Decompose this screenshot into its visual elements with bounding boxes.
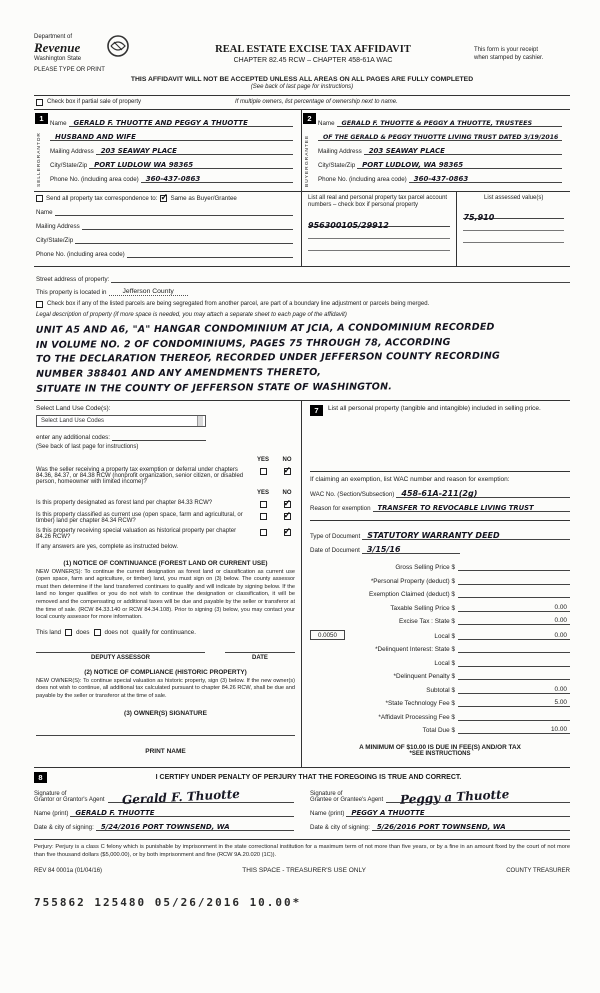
grantee-signature-row: Signature of Grantee or Grantee's Agent Peggy a Thuotte — [310, 787, 570, 803]
see-instructions-note: *SEE INSTRUCTIONS — [409, 751, 471, 758]
corr-city-row: City/State/Zip — [36, 235, 293, 244]
taxable-selling-price-field[interactable]: 0.00 — [458, 603, 570, 612]
section-1-number: 1 — [35, 113, 48, 124]
personal-property-header — [310, 405, 570, 416]
buyer-address-row: Mailing Address 203 SEAWAY PLACE — [318, 146, 562, 155]
send-correspondence-checkbox[interactable] — [36, 195, 43, 202]
receipt-note: This form is your receipt when stamped by cashier. — [474, 47, 544, 62]
seller-name-field[interactable]: GERALD F. THUOTTE AND PEGGY A THUOTTE — [69, 118, 293, 127]
buyer-city-row: City/State/Zip PORT LUDLOW, WA 98365 — [318, 160, 562, 169]
revenue-seal-icon — [106, 34, 130, 58]
buyer-city-field[interactable]: PORT LUDLOW, WA 98365 — [357, 160, 562, 169]
document-date-field[interactable]: 3/15/16 — [362, 545, 460, 554]
fee-row-technology-fee: *State Technology Fee $ 5.00 — [310, 698, 570, 707]
not-accepted-warning: THIS AFFIDAVIT WILL NOT BE ACCEPTED UNLESS ALL AREAS ON ALL PAGES ARE FULLY COMPLETED — [130, 75, 474, 83]
fee-row-total-due: Total Due $ 10.00 — [310, 725, 570, 734]
exemption-reason-field[interactable]: TRANSFER TO REVOCABLE LIVING TRUST — [373, 503, 570, 512]
q1-yes-checkbox[interactable] — [260, 468, 267, 475]
seller-name-row-2 — [50, 132, 293, 141]
grantee-date-city-field[interactable]: 5/26/2016 PORT TOWNSEND, WA — [372, 822, 570, 831]
street-address-row: Street address of property: — [36, 274, 570, 283]
seller-grantor-block — [34, 110, 302, 191]
document-date-row: Date of Document 3/15/16 — [310, 545, 460, 554]
deputy-assessor-row — [36, 652, 295, 661]
grantor-print-name-field[interactable]: GERALD F. THUOTTE — [70, 808, 294, 817]
multiple-owners-note: If multiple owners, list percentage of ownership next to name. — [235, 99, 398, 106]
delinquent-interest-state-field[interactable] — [458, 644, 570, 653]
fee-row-affidavit-fee: *Affidavit Processing Fee $ — [310, 712, 570, 721]
local-rate-box: 0.0050 — [310, 630, 345, 640]
does-checkbox[interactable] — [65, 629, 72, 636]
segregated-row — [36, 301, 570, 309]
deputy-assessor-label: DEPUTY ASSESSOR — [36, 652, 205, 661]
parcel-numbers-block — [302, 192, 457, 266]
segregated-label: Check box if any of the listed parcels are being segregated from another parcel, are part of a boundary line adjustment or parcels being merged. — [47, 300, 430, 307]
grantee-signature-block — [310, 787, 570, 831]
segregated-checkbox[interactable] — [36, 301, 43, 308]
minimum-due-note: A MINIMUM OF $10.00 IS DUE IN FEE(S) AND/OR TAX — [359, 744, 521, 752]
q2-no-checkbox[interactable] — [284, 501, 291, 508]
buyer-name-field-2[interactable]: OF THE GERALD & PEGGY THUOTTE LIVING TRUST DATED 3/19/2016 — [318, 132, 562, 141]
seller-phone-field[interactable]: 360-437-0863 — [141, 174, 293, 183]
buyer-side-label: BUYER GRANTEE — [305, 134, 310, 187]
buyer-phone-field[interactable]: 360-437-0863 — [409, 174, 562, 183]
logo-dept-text: Department of — [34, 34, 73, 40]
fee-row-exemption-claimed: Exemption Claimed (deduct) $ — [310, 589, 570, 598]
grantor-print-name-row: Name (print) GERALD F. THUOTTE — [34, 808, 294, 817]
select-land-use-label: Select Land Use Code(s): — [36, 404, 111, 412]
partial-sale-strip — [34, 96, 570, 110]
parcel-blank-line[interactable] — [308, 239, 450, 251]
certification-header — [34, 772, 570, 783]
grantor-signature-block — [34, 787, 294, 831]
property-location-section — [34, 267, 570, 396]
land-use-column — [34, 401, 302, 767]
fee-row-excise-local: 0.0050 Local $ 0.00 — [310, 630, 570, 640]
assessed-value-block — [457, 192, 570, 266]
certification-statement: I CERTIFY UNDER PENALTY OF PERJURY THAT THE FOREGOING IS TRUE AND CORRECT. — [155, 774, 462, 782]
fee-row-delinquent-penalty: *Delinquent Penalty $ — [310, 671, 570, 680]
grantee-date-city-row: Date & city of signing: 5/26/2016 PORT TOWNSEND, WA — [310, 822, 570, 831]
buyer-address-field[interactable]: 203 SEAWAY PLACE — [364, 146, 562, 155]
fee-row-personal-property: *Personal Property (deduct) $ — [310, 576, 570, 585]
section-8-number: 8 — [34, 772, 47, 783]
rev-form-number: REV 84 0001a (01/04/16) — [34, 867, 103, 874]
located-in-row: This property is located in Jefferson County — [36, 288, 570, 296]
buyer-name-row-2 — [318, 132, 562, 141]
select-scrollbar[interactable] — [197, 416, 203, 426]
section-7-number: 7 — [310, 405, 323, 416]
land-use-select[interactable]: Select Land Use Codes — [36, 415, 206, 427]
q4-no-checkbox[interactable] — [284, 529, 291, 536]
print-name-label: PRINT NAME — [145, 747, 186, 755]
please-type-or-print: PLEASE TYPE OR PRINT — [34, 67, 105, 73]
seller-name-field-2[interactable]: HUSBAND AND WIFE — [50, 132, 293, 141]
q3-yes-checkbox[interactable] — [260, 513, 267, 520]
seller-name-row: Name GERALD F. THUOTTE AND PEGGY A THUOTTE — [50, 118, 293, 127]
located-county-value[interactable]: Jefferson County — [109, 288, 188, 296]
grantee-print-name-field[interactable]: PEGGY A THUOTTE — [346, 808, 570, 817]
see-back-note: (See back of last page for instructions) — [250, 83, 354, 90]
logo-state-text: Washington State — [34, 56, 82, 62]
seller-side-label: SELLER GRANTOR — [37, 131, 42, 187]
grantor-signature-row: Signature of Grantor or Grantor's Agent Gerald F. Thuotte — [34, 787, 294, 803]
yes-no-header-2: YES NO — [256, 490, 292, 497]
personal-property-space[interactable] — [310, 420, 570, 472]
corr-phone-row: Phone No. (including area code) — [36, 249, 293, 258]
if-yes-note: If any answers are yes, complete as instructed below. — [36, 544, 179, 551]
corr-name-field[interactable] — [55, 207, 293, 216]
delinquent-interest-local-field[interactable] — [458, 658, 570, 667]
corr-address-field[interactable] — [82, 221, 293, 230]
perjury-notice: Perjury: Perjury is a class C felony which is punishable by imprisonment in the state correctional institution for a maximum term of not more than five years, or by a fine in an amount fixed by the court of not more than five thousand dollars ($5,000.00), or by both imprisonment and fine (RCW 9A.20.020 (1C)). — [34, 844, 570, 858]
excise-tax-state-field[interactable]: 0.00 — [458, 616, 570, 625]
parcel-number-field[interactable]: 956300105/29912 — [308, 215, 450, 227]
exemption-claimed-field[interactable] — [458, 589, 570, 598]
buyer-grantee-block — [302, 110, 570, 191]
buyer-phone-row: Phone No. (including area code) 360-437-0863 — [318, 174, 562, 183]
seller-phone-row: Phone No. (including area code) 360-437-0863 — [50, 174, 293, 183]
assessed-value-header: List assessed value(s) — [484, 194, 544, 201]
notice-compliance-title: (2) NOTICE OF COMPLIANCE (HISTORIC PROPERTY) — [84, 668, 247, 676]
fee-table — [310, 562, 570, 734]
buyer-name-field[interactable]: GERALD F. THUOTTE & PEGGY A THUOTTE, TRUSTEES — [337, 118, 562, 127]
document-type-row: Type of Document STATUTORY WARRANTY DEED — [310, 531, 570, 540]
grantee-print-name-row: Name (print) PEGGY A THUOTTE — [310, 808, 570, 817]
question-exemption-deferral: Was the seller receiving a property tax exemption or deferral under chapters 84.36, 84.37, or 84.38 RCW (nonprofit organization, senior citizen, or disabled person, homeowner with limited income)? ✓ — [36, 467, 295, 485]
seller-city-row: City/State/Zip PORT LUDLOW WA 98365 — [50, 160, 293, 169]
question-historic-property: Is this property receiving special valuation as historical property per chapter 84.26 RCW? ✓ — [36, 528, 295, 540]
tax-column — [302, 401, 570, 767]
notice-compliance-body: NEW OWNER(S): To continue special valuation as historic property, sign (3) below. If the new owner(s) does not wish to continue, all additional tax calculated pursuant to chapter 84.26 RCW, shall be due and payable by the seller or transferor at the time of sale. — [36, 677, 295, 699]
fee-row-taxable: Taxable Selling Price $ 0.00 — [310, 603, 570, 612]
q1-no-checkbox[interactable] — [284, 468, 291, 475]
title-block — [152, 34, 474, 64]
form-title: REAL ESTATE EXCISE TAX AFFIDAVIT — [215, 44, 411, 55]
q2-yes-checkbox[interactable] — [260, 501, 267, 508]
assessed-value-field[interactable]: 75,910 — [463, 207, 564, 219]
fee-row-subtotal: Subtotal $ 0.00 — [310, 685, 570, 694]
revenue-logo — [34, 34, 152, 62]
question-current-use: Is this property classified as current use (open space, farm and agricultural, or timber) land per chapter 84.34 RCW? ✓ — [36, 512, 295, 524]
continuance-qualify-row: This land does does not qualify for continuance. — [36, 628, 196, 636]
corr-name-row: Name — [36, 207, 293, 216]
seller-address-field[interactable]: 203 SEAWAY PLACE — [96, 146, 293, 155]
fee-row-delinquent-interest-local: Local $ — [310, 658, 570, 667]
personal-property-label: List all personal property (tangible and intangible) included in selling price. — [328, 404, 541, 412]
additional-codes-field[interactable] — [112, 432, 206, 441]
document-type-field[interactable]: STATUTORY WARRANTY DEED — [362, 531, 570, 540]
wac-number-field[interactable]: 458-61A-211(2g) — [396, 489, 570, 498]
delinquent-penalty-field[interactable] — [458, 671, 570, 680]
land-use-see-back: (See back of last page for instructions) — [36, 444, 139, 451]
owners-signature-line[interactable] — [36, 735, 295, 736]
affidavit-processing-fee-field[interactable] — [458, 712, 570, 721]
seller-address-row: Mailing Address 203 SEAWAY PLACE — [50, 146, 293, 155]
grantor-signature-field[interactable]: Gerald F. Thuotte — [108, 787, 294, 803]
corr-city-field[interactable] — [75, 235, 293, 244]
personal-property-deduct-field[interactable] — [458, 576, 570, 585]
parcel-numbers-header: List all real and personal property tax parcel account numbers – check box if personal property — [308, 194, 448, 209]
corr-address-row: Mailing Address — [36, 221, 293, 230]
main-columns — [34, 400, 570, 768]
total-due-field[interactable]: 10.00 — [458, 725, 570, 734]
logo-revenue-text: Revenue — [34, 40, 81, 55]
does-not-checkbox[interactable] — [94, 629, 101, 636]
form-chapter: CHAPTER 82.45 RCW – CHAPTER 458-61A WAC — [233, 57, 393, 64]
cashier-stamp: 755862 125480 05/26/2016 10.00* — [34, 896, 302, 910]
partial-sale-label: Check box if partial sale of property — [47, 99, 142, 106]
seller-city-field[interactable]: PORT LUDLOW WA 98365 — [89, 160, 293, 169]
question-forest-land: Is this property designated as forest land per chapter 84.33 RCW? ✓ — [36, 500, 295, 508]
subtotal-field[interactable]: 0.00 — [458, 685, 570, 694]
section-2-number: 2 — [303, 113, 316, 124]
form-footer — [34, 867, 570, 874]
same-as-buyer-checkbox[interactable] — [160, 195, 167, 202]
correspondence-section — [34, 192, 570, 267]
fee-row-gross: Gross Selling Price $ — [310, 562, 570, 571]
wac-row: WAC No. (Section/Subsection) 458-61A-211(2g) — [310, 489, 570, 498]
grantee-signature-field[interactable]: Peggy a Thuotte — [386, 787, 570, 803]
county-treasurer-label: COUNTY TREASURER — [506, 867, 570, 874]
street-address-field[interactable] — [111, 274, 570, 283]
form-header — [34, 34, 570, 64]
buyer-name-row: Name GERALD F. THUOTTE & PEGGY A THUOTTE, TRUSTEES — [318, 118, 562, 127]
legal-description-label: Legal description of property (if more space is needed, you may attach a separate sheet to each page of the affidavit) — [36, 312, 347, 319]
fee-row-excise-state: Excise Tax : State $ 0.00 — [310, 616, 570, 625]
assessor-date-label: DATE — [225, 652, 295, 661]
owners-signature-label: (3) OWNER(S) SIGNATURE — [124, 710, 207, 718]
yes-no-header-1: YES NO — [256, 457, 292, 464]
fee-row-delinquent-interest-state: *Delinquent Interest: State $ — [310, 644, 570, 653]
q3-no-checkbox[interactable] — [284, 513, 291, 520]
legal-description-handwriting: UNIT A5 AND A6, "A" HANGAR CONDOMINIUM AT JCIA, A CONDOMINIUM RECORDED IN VOLUME NO. 2 OF CONDOMINIUMS, PAGES 75 THROUGH 78, ACCORDING TO THE DECLARATION THEREOF, RECORDED UNDER JEFFERSON COUNTY RECORDING NUMBER 388401 AND ANY AMENDMENTS THERETO, SITUATE IN THE COUNTY OF JEFFERSON STATE OF WASHINGTON. — [35, 321, 501, 395]
gross-selling-price-field[interactable] — [458, 562, 570, 571]
reason-row: Reason for exemption TRANSFER TO REVOCABLE LIVING TRUST — [310, 503, 570, 512]
grantor-date-city-row: Date & city of signing: 5/24/2016 PORT TOWNSEND, WA — [34, 822, 294, 831]
state-technology-fee-field[interactable]: 5.00 — [458, 698, 570, 707]
exemption-block — [310, 472, 570, 521]
excise-tax-local-field[interactable]: 0.00 — [458, 631, 570, 640]
partial-sale-checkbox[interactable] — [36, 99, 43, 106]
corr-phone-field[interactable] — [127, 249, 293, 258]
notice-continuance-title: (1) NOTICE OF CONTINUANCE (FOREST LAND OR CURRENT USE) — [63, 559, 268, 567]
assessed-blank-line[interactable] — [463, 231, 564, 243]
correspondence-block — [34, 192, 302, 266]
q4-yes-checkbox[interactable] — [260, 529, 267, 536]
treasurer-space-label: THIS SPACE - TREASURER'S USE ONLY — [242, 867, 366, 875]
additional-codes-row: enter any additional codes: — [36, 432, 206, 441]
notice-continuance-body: NEW OWNER(S): To continue the current designation as forest land or classification as current use (open space, farm and agriculture, or timber) land, you must sign on (3) below. The county assessor must then determine if the land transferred continues to qualify and will indicate by signing below. If the land no longer qualifies or you do not wish to continue the designation or classification, it will be removed and the compensating or additional taxes will be due and payable by the seller or transferor at the time of sale. (RCW 84.33.140 or RCW 84.34.108). Prior to signing (3) below, you may contact your local county assessor for more information. — [36, 568, 295, 621]
grantor-date-city-field[interactable]: 5/24/2016 PORT TOWNSEND, WA — [96, 822, 294, 831]
parties-section — [34, 110, 570, 192]
certification-section — [34, 768, 570, 840]
send-correspondence-row: Send all property tax correspondence to: ✓ Same as Buyer/Grantee — [36, 195, 293, 202]
exemption-header: If claiming an exemption, list WAC number and reason for exemption: — [310, 475, 510, 483]
